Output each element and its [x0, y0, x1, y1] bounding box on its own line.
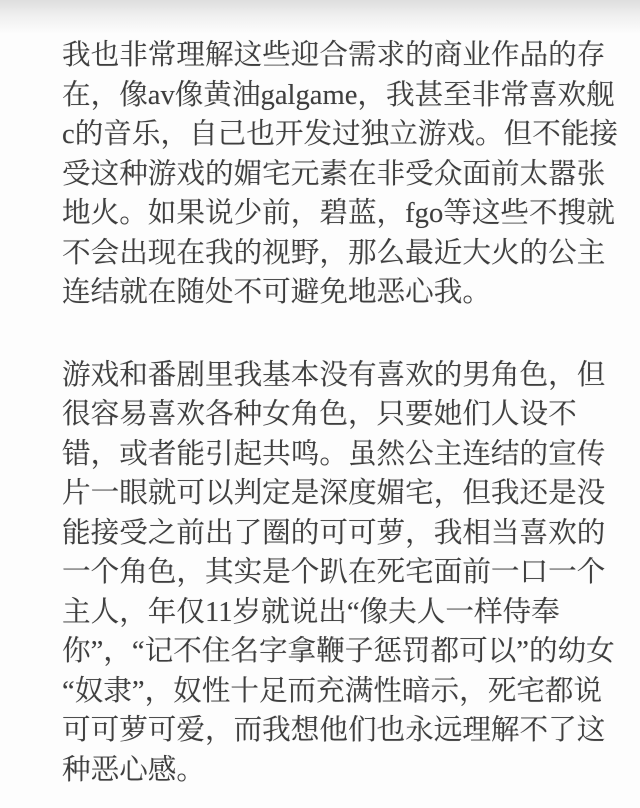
text-line: 连结就在随处不可避免地恶心我。 — [62, 277, 491, 308]
text-line: 受这种游戏的媚宅元素在非受众面前太嚣张 — [62, 158, 606, 190]
text-line: 你”，“记不住名字拿鞭子惩罚都可以”的幼女 — [62, 636, 615, 667]
text-line: 可可萝可爱，而我想他们也永远理解不了这 — [62, 715, 606, 746]
text-line: 很容易喜欢各种女角色，只要她们人设不 — [62, 399, 577, 430]
text-line: 我也非常理解这些迎合需求的商业作品的存 — [62, 40, 606, 71]
text-line: 在，像av像黄油galgame，我甚至非常喜欢舰 — [62, 79, 615, 111]
text-line: c的音乐，自己也开发过独立游戏。但不能接 — [62, 119, 618, 150]
paragraph — [62, 36, 618, 313]
text-line: 地火。如果说少前，碧蓝，fgo等这些不搜就 — [62, 198, 615, 229]
text-line: 游戏和番剧里我基本没有喜欢的男角色，但 — [62, 359, 606, 391]
text-line: 一个角色，其实是个趴在死宅面前一口一个 — [62, 557, 606, 588]
text-line: 片一眼就可以判定是深度媚宅，但我还是没 — [62, 478, 606, 509]
text-line: “奴隶”，奴性十足而充满性暗示，死宅都说 — [62, 675, 603, 707]
text-line: 错，或者能引起共鸣。虽然公主连结的宣传 — [62, 438, 606, 470]
text-line: 种恶心感。 — [62, 754, 205, 786]
paragraph — [62, 356, 614, 791]
text-line: 不会出现在我的视野，那么最近大火的公主 — [62, 237, 606, 269]
text-line: 主人，年仅11岁就说出“像夫人一样侍奉 — [62, 596, 560, 628]
text-line: 能接受之前出了圈的可可萝，我相当喜欢的 — [62, 517, 606, 549]
